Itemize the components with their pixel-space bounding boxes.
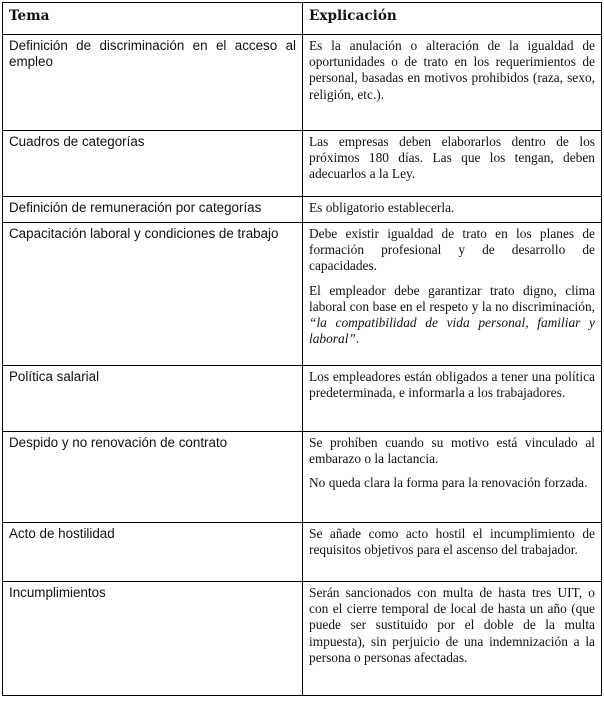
explanation-cell (303, 223, 602, 366)
explanation-text: Debe existir igualdad de trato en los planes de formación profesional y de desarrollo de capacidades. (309, 226, 595, 274)
topic-cell: Acto de hostilidad (3, 523, 303, 582)
quoted-phrase: “la compatibilidad de vida personal, familiar y laboral” (309, 315, 595, 347)
explanation-cell (303, 197, 602, 223)
topic-cell: Definición de discriminación en el acceso al empleo (3, 35, 303, 131)
header-row (3, 3, 602, 35)
topic-cell: Despido y no renovación de contrato (3, 432, 303, 523)
table-row (3, 131, 602, 197)
explanation-text: Los empleadores están obligados a tener una política predeterminada, e informarla a los trabajadores. (309, 369, 595, 401)
explanation-text-2: No queda clara la forma para la renovación forzada. (309, 475, 588, 491)
explanation-cell (303, 366, 602, 432)
explanation-2-end: . (355, 331, 360, 347)
explanation-text: Es obligatorio establecerla. (309, 200, 455, 215)
explanation-cell (303, 432, 602, 523)
topic-cell: Definición de remuneración por categorías (3, 197, 303, 223)
explanation-text: Las empresas deben elaborarlos dentro de los próximos 180 días. Las que los tengan, deben adecuarlos a la Ley. (309, 134, 595, 182)
explanation-text-2 (309, 283, 595, 348)
table-row (3, 35, 602, 131)
topic-cell: Incumplimientos (3, 582, 303, 696)
table-row (3, 223, 602, 366)
table-row (3, 197, 602, 223)
explanation-text: Serán sancionados con multa de hasta tres UIT, o con el cierre temporal de local de hasta un año (que puede ser sustituido por el doble de la multa impuesta), sin perjuicio de una indemnización a la persona o personas afectadas. (309, 585, 595, 665)
explanation-cell (303, 131, 602, 197)
explanation-text: Se prohíben cuando su motivo está vinculado al embarazo o la lactancia. (309, 435, 595, 467)
topic-cell: Cuadros de categorías (3, 131, 303, 197)
explanation-cell (303, 582, 602, 696)
header-explanation: Explicación (303, 3, 602, 35)
topic-cell: Política salarial (3, 366, 303, 432)
table-row (3, 523, 602, 582)
header-topic: Tema (3, 3, 303, 35)
table-row (3, 582, 602, 696)
explanation-text: Se añade como acto hostil el incumplimiento de requisitos objetivos para el ascenso del trabajador. (309, 526, 595, 558)
explanation-text: Es la anulación o alteración de la igualdad de oportunidades o de trato en los requerimientos de personal, basadas en motivos prohibidos (raza, sexo, religión, etc.). (309, 38, 595, 102)
table-row (3, 432, 602, 523)
table-row (3, 366, 602, 432)
topic-cell: Capacitación laboral y condiciones de trabajo (3, 223, 303, 366)
explanation-cell (303, 523, 602, 582)
explanation-cell (303, 35, 602, 131)
explanation-2-start: El empleador debe garantizar trato digno, clima laboral con base en el respeto y la no discriminación, (309, 282, 595, 314)
policy-table (2, 2, 602, 696)
